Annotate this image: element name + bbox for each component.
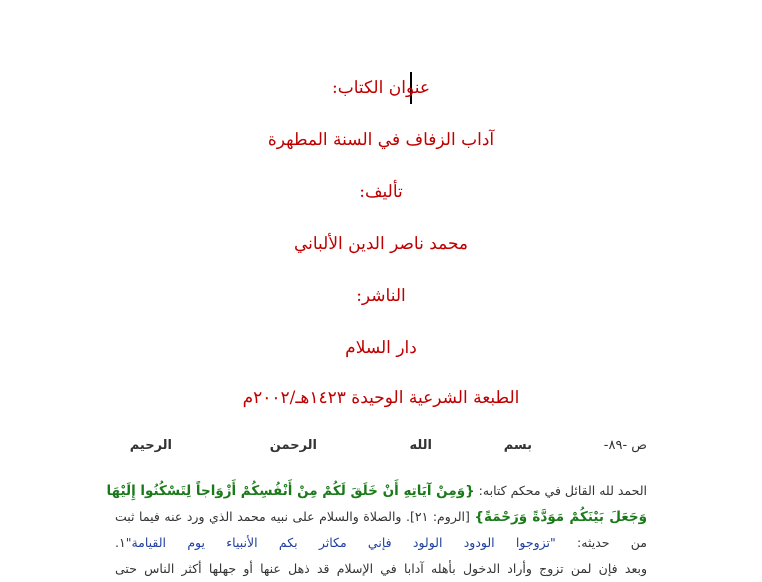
hadith-intro: من حديثه:	[555, 535, 647, 550]
quran-verse-part-2: وَجَعَلَ بَيْنَكُمْ مَوَدَّةً وَرَحْمَةً}	[474, 509, 647, 525]
basmala-word-bism: بسم	[503, 438, 532, 453]
author-label: تأليف:	[359, 182, 403, 202]
basmala-word-rahim: الرحيم	[129, 438, 172, 453]
author-name: محمد ناصر الدين الألباني	[293, 234, 469, 254]
basmala-word-allah: الله	[409, 438, 432, 453]
publisher-label: الناشر:	[356, 286, 406, 306]
quran-verse-part-1: {وَمِنْ آيَاتِهِ أَنْ خَلَقَ لَكُمْ مِنْ أَنْفُسِكُمْ أَزْوَاجاً لِتَسْكُنُوا إِلَيْهَا	[106, 483, 475, 499]
body-line-2	[115, 504, 647, 530]
book-title-label: عنوان الكتاب:	[332, 78, 430, 98]
page-reference: ص -٨٩-	[603, 438, 647, 453]
body-line-3	[115, 530, 647, 556]
edition-info: الطبعة الشرعية الوحيدة ١٤٢٣هـ/٢٠٠٢م	[242, 388, 520, 408]
basmala-line	[115, 438, 647, 458]
verse-reference-text: [الروم: ٢١]. والصلاة والسلام على نبيه محمد الذي ورد عنه فيما ثبت	[115, 509, 475, 524]
basmala-word-rahman: الرحمن	[269, 438, 317, 453]
intro-text: الحمد لله القائل في محكم كتابه:	[474, 483, 647, 498]
hadith-text: "تزوجوا الودود الولود فإني مكاثر بكم الأنبياء يوم القيامة"	[125, 535, 556, 550]
book-title: آداب الزفاف في السنة المطهرة	[267, 130, 495, 150]
body-text: وبعد فإن لمن تزوج وأراد الدخول بأهله آدابا في الإسلام قد ذهل عنها أو جهلها أكثر الناس حتى	[115, 561, 647, 576]
footnote-marker: ١.	[115, 535, 126, 550]
body-line-4	[115, 556, 647, 582]
body-line-1	[106, 478, 647, 504]
publisher-name: دار السلام	[345, 338, 417, 358]
